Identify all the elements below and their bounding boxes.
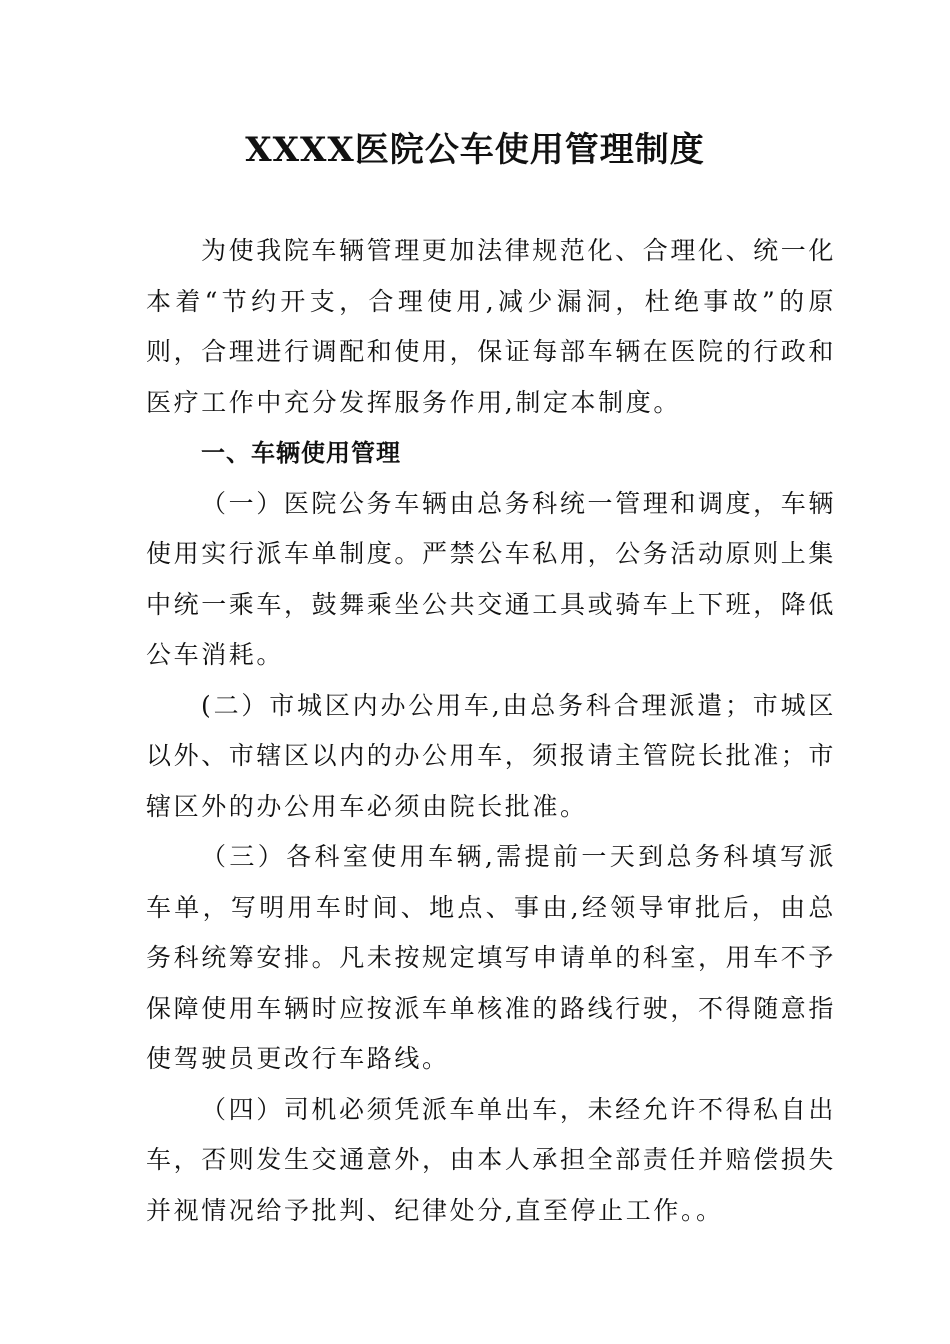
clause-3: （三）各科室使用车辆,需提前一天到总务科填写派车单，写明用车时间、地点、事由,经领导审批后，由总务科统筹安排。凡未按规定填写申请单的科室，用车不予保障使用车辆时应按派车单核准的路线行驶，不得随意指使驾驶员更改行车路线。 <box>146 842 837 1073</box>
document-title: XXXX医院公车使用管理制度 <box>245 130 705 170</box>
clause-1: （一）医院公务车辆由总务科统一管理和调度，车辆使用实行派车单制度。严禁公车私用，公务活动原则上集中统一乘车，鼓舞乘坐公共交通工具或骑车上下班，降低公车消耗。 <box>146 488 837 669</box>
section-heading: 一、车辆使用管理 <box>201 439 401 467</box>
document-body <box>146 226 836 1236</box>
clause-4: （四）司机必须凭派车单出车，未经允许不得私自出车，否则发生交通意外，由本人承担全部责任并赔偿损失并视情况给予批判、纪律处分,直至停止工作。。 <box>146 1094 837 1225</box>
intro-paragraph: 为使我院车辆管理更加法律规范化、合理化、统一化本着“节约开支，合理使用,减少漏洞，杜绝事故”的原则，合理进行调配和使用，保证每部车辆在医院的行政和医疗工作中充分发挥服务作用,制定本制度。 <box>146 236 837 417</box>
clause-2: (二）市城区内办公用车,由总务科合理派遣；市城区以外、市辖区以内的办公用车，须报请主管院长批准；市辖区外的办公用车必须由院长批准。 <box>146 690 837 821</box>
